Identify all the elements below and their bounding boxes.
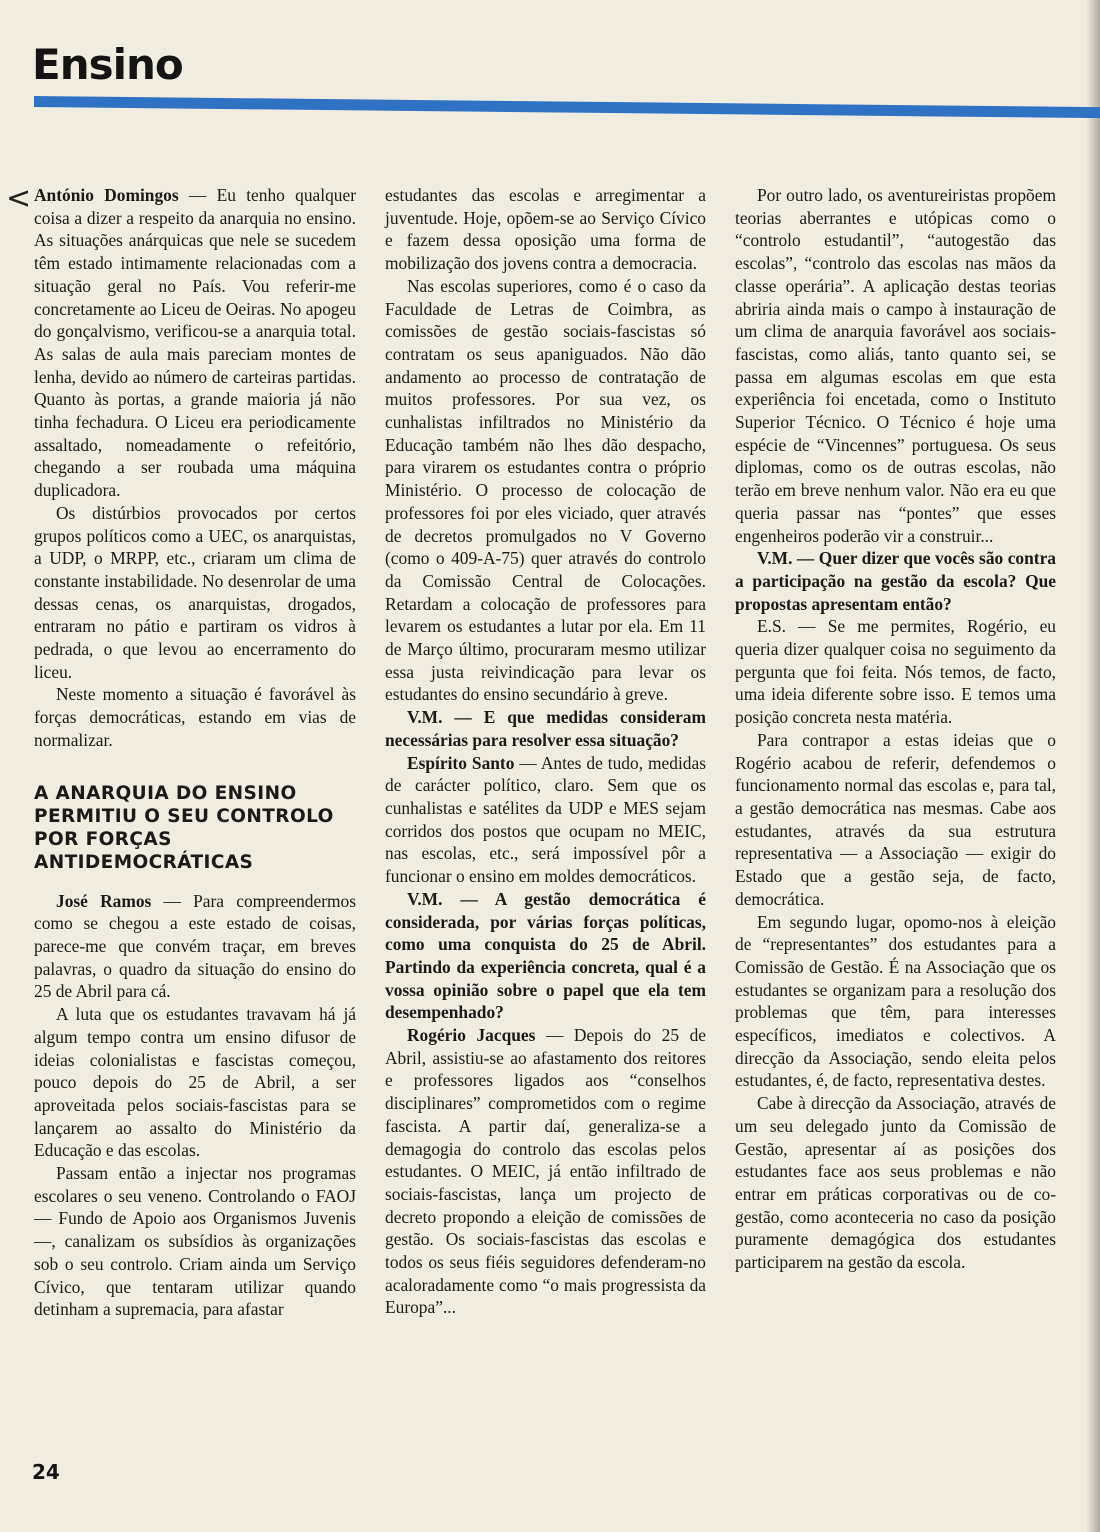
paragraph-text: — Se me permites, Rogério, eu queria dizer qualquer coisa no seguimento da pergunta que foi feita. Nós temos, de facto, uma ideia diferente sobre isso. E temos uma posição concreta nesta matéria. xyxy=(735,616,1056,728)
article-column-3 xyxy=(735,184,1056,1274)
speaker-name: Rogério Jacques xyxy=(407,1025,536,1046)
paragraph xyxy=(34,184,356,502)
paragraph: Em segundo lugar, opomo-nos à eleição de “representantes” dos estudantes para a Comissão de Gestão. É na Associação que os estudantes se organizam para a resolução dos problemas que têm, para interesses específicos, imediatos e colectivos. A direcção da Associação, sendo eleita pelos estudantes, é, de facto, representativa destes. xyxy=(735,911,1056,1091)
page-number: 24 xyxy=(32,1460,60,1484)
paragraph xyxy=(385,1024,706,1319)
paragraph xyxy=(34,890,356,1004)
paragraph: A luta que os estudantes travavam há já algum tempo contra um ensino difusor de ideias colonialistas e fascistas começou, pouco depois do 25 de Abril, a ser aproveitada pelos sociais-fascistas para se lançarem ao assalto do Ministério da Educação e das escolas. xyxy=(34,1004,356,1161)
subheading: A ANARQUIA DO ENSINO PERMITIU O SEU CONTROLO POR FORÇAS ANTIDEMOCRÁTICAS xyxy=(34,782,334,873)
paragraph-text: — Eu tenho qualquer coisa a dizer a respeito da anarquia no ensino. As situações anárquicas que nele se sucedem têm estado intimamente relacionadas com a situação geral no País. Vou referir-me concretamente ao Liceu de Oeiras. No apogeu do gonçalvismo, verificou-se a anarquia total. As salas de aula mais pareciam montes de lenha, devido ao número de carteiras partidas. Quanto às portas, a grande maioria já não tinha fechadura. O Liceu era periodicamente assaltado, nomeadamente o refeitório, chegando a ser roubada uma máquina duplicadora. xyxy=(34,185,357,501)
speaker-name: António Domingos xyxy=(34,185,179,205)
paragraph: Cabe à direcção da Associação, através de um seu delegado junto da Comissão de Gestão, apresentar aí as posições dos estudantes face aos seus problemas e não entrar em práticas corporativas ou de co-gestão, como aconteceria no caso da posição puramente demagógica dos estudantes participarem na gestão da escola. xyxy=(735,1093,1056,1273)
speaker-name: Espírito Santo xyxy=(407,752,515,773)
paragraph: estudantes das escolas e arregimentar a juventude. Hoje, opõem-se ao Serviço Cívico e fazem dessa oposição uma forma de mobilização dos jovens contra a democracia. xyxy=(385,185,706,274)
paragraph: Por outro lado, os aventureiristas propõem teorias aberrantes e utópicas como o “controlo estudantil”, “autogestão das escolas”, “controlo das escolas nas mãos da classe operária”. A aplicação destas teorias abriria ainda mais o campo à instauração de um clima de anarquia favorável aos sociais-fascistas, como aliás, tanto quanto sei, se passa em algumas escolas em que esta experiência foi encetada, como o Instituto Superior Técnico. O Técnico é hoje uma espécie de “Vincennes” portuguesa. Os seus diplomas, como os de outras escolas, não terão em breve nenhum valor. Não era eu que queria passar nas “pontes” que esses engenheiros poderão vir a construir... xyxy=(735,185,1056,546)
paragraph: Para contrapor a estas ideias que o Rogério acabou de referir, defendemos o funcionamento normal das escolas e, para tal, a gestão democrática nas mesmas. Cabe aos estudantes, através da sua estrutura representativa — a Associação — exigir do Estado que a gestão seja, de facto, democrática. xyxy=(735,729,1056,909)
paragraph xyxy=(385,752,706,888)
interview-question: V.M. — E que medidas consideram necessárias para resolver essa situação? xyxy=(385,707,706,750)
paragraph-text: — Para compreendermos como se chegou a este estado de coisas, parece-me que convém traçar, em breves palavras, o quadro da situação do ensino do 25 de Abril para cá. xyxy=(34,890,356,1002)
paragraph: Os distúrbios provocados por certos grupos políticos como a UEC, os anarquistas, a UDP, o MRPP, etc., criaram um clima de constante instabilidade. No desenrolar de uma dessas cenas, os anarquistas, drogados, entraram no pátio e partiram os vidros à pedrada, o que levou ao encerramento do liceu. xyxy=(34,502,356,682)
paragraph: Neste momento a situação é favorável às forças democráticas, estando em vias de normalizar. xyxy=(34,684,356,750)
article-column-2 xyxy=(385,184,706,1319)
speaker-name: José Ramos xyxy=(56,890,152,911)
chevron-left-icon: < xyxy=(6,181,32,216)
paragraph: Passam então a injectar nos programas escolares o seu veneno. Controlando o FAOJ — Fundo de Apoio aos Organismos Juvenis —, canalizam os subsídios às organizações sob o seu controlo. Criam ainda um Serviço Cívico, que tentaram utilizar quando detinham a supremacia, para afastar xyxy=(34,1163,356,1320)
paragraph xyxy=(735,615,1056,729)
page-edge-shadow xyxy=(1086,0,1100,1532)
interview-question: V.M. — Quer dizer que vocês são contra a participação na gestão da escola? Que propostas apresentam então? xyxy=(735,548,1056,614)
article-column-1 xyxy=(34,184,356,1321)
paragraph-text: — Depois do 25 de Abril, assistiu-se ao afastamento dos reitores e professores ligados aos “conselhos disciplinares” comprometidos com o regime fascista. A partir daí, generaliza-se a demagogia do controlo das escolas pelos estudantes. O MEIC, já então infiltrado de sociais-fascistas, lança um projecto de decreto propondo a eleição de comissões de gestão. Os sociais-fascistas das escolas e todos os seus fiéis seguidores defenderam-no acaloradamente como “o mais progressista da Europa”... xyxy=(385,1025,707,1318)
speaker-name: E.S. xyxy=(757,616,786,637)
section-title: Ensino xyxy=(32,40,183,89)
section-rule xyxy=(34,96,1100,118)
paragraph-text: — Antes de tudo, medidas de carácter político, claro. Sem que os cunhalistas e satélites da UDP e MES sejam corridos dos postos que ocupam no MEIC, nas escolas, etc., será impossível pôr a funcionar o ensino em moldes democráticos. xyxy=(385,752,706,887)
paragraph: Nas escolas superiores, como é o caso da Faculdade de Letras de Coimbra, as comissões de gestão sociais-fascistas só contratam os seus apaniguados. Não dão andamento ao processo de contratação de muitos professores. Por sua vez, os cunhalistas infiltrados no Ministério da Educação também não lhes dão despacho, para virarem os estudantes contra o próprio Ministério. O processo de colocação de professores foi por eles viciado, quer através de decretos promulgados no V Governo (como o 409-A-75) quer através do controlo da Comissão Central de Colocações. Retardam a colocação de professores para levarem os estudantes a lutar por ela. Em 11 de Março último, procuraram mesmo utilizar essa justa reivindicação para levar os estudantes do ensino secundário à greve. xyxy=(385,275,706,705)
interview-question: V.M. — A gestão democrática é considerada, por várias forças políticas, como uma conquista do 25 de Abril. Partindo da experiência concreta, qual é a vossa opinião sobre o papel que ela tem desempenhado? xyxy=(385,888,706,1023)
